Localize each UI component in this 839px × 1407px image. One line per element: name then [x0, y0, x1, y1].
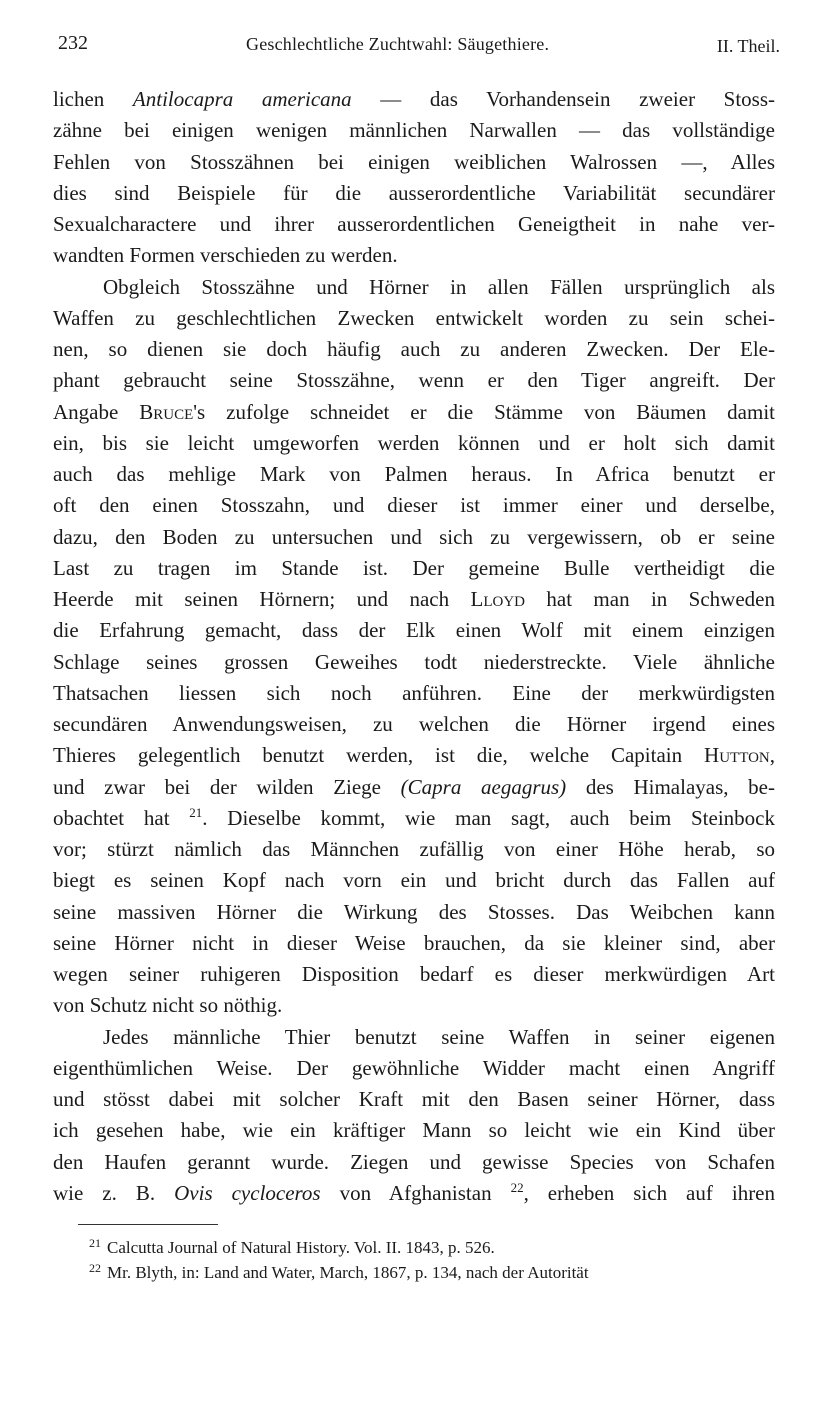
text-line — [53, 240, 775, 271]
footnote-ref: 22 — [510, 1179, 524, 1195]
text-run: die Erfahrung gemacht, dass der Elk einen Wolf mit einem einzigen — [53, 618, 775, 643]
text-run: obachtet hat — [53, 805, 190, 830]
author-name: Lloyd — [470, 587, 526, 611]
text-line — [53, 459, 775, 490]
text-run: von Schutz nicht so nöthig. — [53, 993, 283, 1018]
text-run: , — [769, 743, 775, 768]
text-run: secundären Anwendungsweisen, zu welchen die Hörner irgend eines — [53, 712, 775, 736]
text-line — [53, 865, 775, 896]
text-line — [53, 334, 775, 365]
text-run: ich gesehen habe, wie ein kräftiger Mann so leicht wie ein Kind über — [53, 1118, 775, 1143]
text-line — [53, 178, 775, 209]
footnote — [53, 1231, 775, 1256]
text-run: Heerde mit seinen Hörnern; und nach — [53, 587, 471, 611]
text-line — [53, 1053, 775, 1084]
footnotes — [53, 1231, 775, 1281]
text-run: vor; stürzt nämlich das Männchen zufällig von einer Höhe herab, so — [53, 837, 775, 861]
footnote-marker: 21 — [89, 1236, 101, 1250]
text-run: wegen seiner ruhigeren Disposition bedarf es dieser merkwürdigen Art — [53, 962, 775, 986]
text-run: wie z. B. — [53, 1180, 175, 1205]
author-name: Bruce — [139, 399, 194, 424]
text-run: nen, so dienen sie doch häufig auch zu anderen Zwecken. Der Ele- — [53, 337, 775, 361]
text-line — [53, 1084, 775, 1115]
text-run: — das Vorhandensein zweier Stoss- — [351, 87, 776, 111]
text-line — [53, 897, 775, 928]
text-run: Waffen zu geschlechtlichen Zwecken entwickelt worden zu sein schei- — [53, 305, 775, 330]
text-run: biegt es seinen Kopf nach vorn ein und bricht durch das Fallen auf — [53, 868, 775, 893]
text-run: Obgleich Stosszähne und Hörner in allen Fällen ursprünglich als — [103, 274, 775, 299]
text-line — [53, 834, 775, 865]
text-run: ein, bis sie leicht umgeworfen werden können und er holt sich damit — [53, 430, 775, 455]
author-name: Hutton — [704, 743, 770, 768]
text-line — [53, 272, 775, 303]
text-run: und zwar bei der wilden Ziege — [53, 774, 401, 799]
text-line — [53, 115, 775, 146]
footnote-rule — [78, 1224, 218, 1225]
text-run: phant gebraucht seine Stosszähne, wenn er den Tiger angreift. Der — [53, 368, 775, 393]
text-run: seine Hörner nicht in dieser Weise brauchen, da sie kleiner sind, aber — [53, 930, 775, 955]
footnote-text: Calcutta Journal of Natural History. Vol. II. 1843, p. 526. — [107, 1238, 495, 1257]
text-line — [53, 428, 775, 459]
italic-text: (Capra aegagrus) — [400, 774, 567, 799]
text-line — [53, 303, 775, 334]
text-line — [53, 615, 775, 646]
part-label: II. Theil. — [716, 36, 780, 56]
text-run: 's zufolge schneidet er die Stämme von Bäumen damit — [193, 399, 775, 424]
text-line — [53, 647, 775, 678]
text-line — [53, 522, 775, 553]
text-run: Angabe — [53, 399, 140, 424]
text-line — [53, 584, 775, 615]
text-run: Thatsachen liessen sich noch anführen. Eine der merkwürdigsten — [53, 680, 775, 705]
footnote — [53, 1256, 775, 1281]
text-run: dazu, den Boden zu untersuchen und sich zu vergewissern, ob er seine — [53, 524, 775, 549]
text-line — [53, 209, 775, 240]
text-run: Fehlen von Stosszähnen bei einigen weiblichen Walrossen —, Alles — [53, 149, 775, 174]
running-header — [58, 32, 780, 62]
text-run: wandten Formen verschieden zu werden. — [53, 243, 398, 268]
text-run: hat man in Schweden — [525, 587, 775, 611]
text-run: den Haufen gerannt wurde. Ziegen und gewisse Species von Schafen — [53, 1149, 775, 1174]
page-number: 232 — [58, 32, 88, 54]
italic-text: Antilocapra americana — [132, 87, 352, 111]
running-title: Geschlechtliche Zuchtwahl: Säugethiere. — [246, 34, 550, 54]
text-run: , erheben sich auf ihren — [523, 1180, 776, 1205]
text-run: lichen — [53, 87, 133, 111]
text-run: Last zu tragen im Stande ist. Der gemeine Bulle vertheidigt die — [53, 555, 775, 580]
text-line — [53, 772, 775, 803]
italic-text: Ovis cycloceros — [174, 1180, 321, 1205]
text-line — [53, 147, 775, 178]
text-line — [53, 1178, 775, 1209]
text-run: Sexualcharactere und ihrer ausserordentlichen Geneigtheit in nahe ver- — [53, 212, 775, 236]
text-run: seine massiven Hörner die Wirkung des Stosses. Das Weibchen kann — [53, 899, 775, 924]
text-run: oft den einen Stosszahn, und dieser ist immer einer und derselbe, — [53, 493, 775, 518]
text-run: von Afghanistan — [320, 1180, 511, 1205]
text-run: zähne bei einigen wenigen männlichen Narwallen — das vollständige — [53, 118, 775, 143]
text-run: Schlage seines grossen Geweihes todt niederstreckte. Viele ähnliche — [53, 649, 775, 674]
text-run: und stösst dabei mit solcher Kraft mit den Basen seiner Hörner, dass — [53, 1087, 775, 1111]
text-line — [53, 1147, 775, 1178]
text-line — [53, 1022, 775, 1053]
text-run: eigenthümlichen Weise. Der gewöhnliche Widder macht einen Angriff — [53, 1055, 775, 1080]
text-run: Thieres gelegentlich benutzt werden, ist die, welche Capitain — [53, 743, 705, 768]
text-line — [53, 928, 775, 959]
text-line — [53, 397, 775, 428]
text-run: Jedes männliche Thier benutzt seine Waffen in seiner eigenen — [103, 1024, 775, 1049]
text-line — [53, 553, 775, 584]
text-line — [53, 990, 775, 1021]
text-run: dies sind Beispiele für die ausserordentliche Variabilität secundärer — [53, 180, 775, 205]
text-line — [53, 678, 775, 709]
text-line — [53, 490, 775, 521]
text-run: des Himalayas, be- — [566, 774, 775, 799]
text-line — [53, 803, 775, 834]
footnote-text: Mr. Blyth, in: Land and Water, March, 1867, p. 134, nach der Autorität — [107, 1263, 589, 1282]
text-line — [53, 740, 775, 771]
text-line — [53, 1115, 775, 1146]
text-line — [53, 365, 775, 396]
body-text — [53, 84, 775, 1209]
text-line — [53, 84, 775, 115]
footnote-marker: 22 — [89, 1261, 101, 1275]
text-run: auch das mehlige Mark von Palmen heraus. In Africa benutzt er — [53, 462, 775, 486]
footnote-ref: 21 — [189, 804, 203, 820]
text-run: . Dieselbe kommt, wie man sagt, auch beim Steinbock — [202, 805, 775, 830]
text-line — [53, 709, 775, 740]
text-line — [53, 959, 775, 990]
